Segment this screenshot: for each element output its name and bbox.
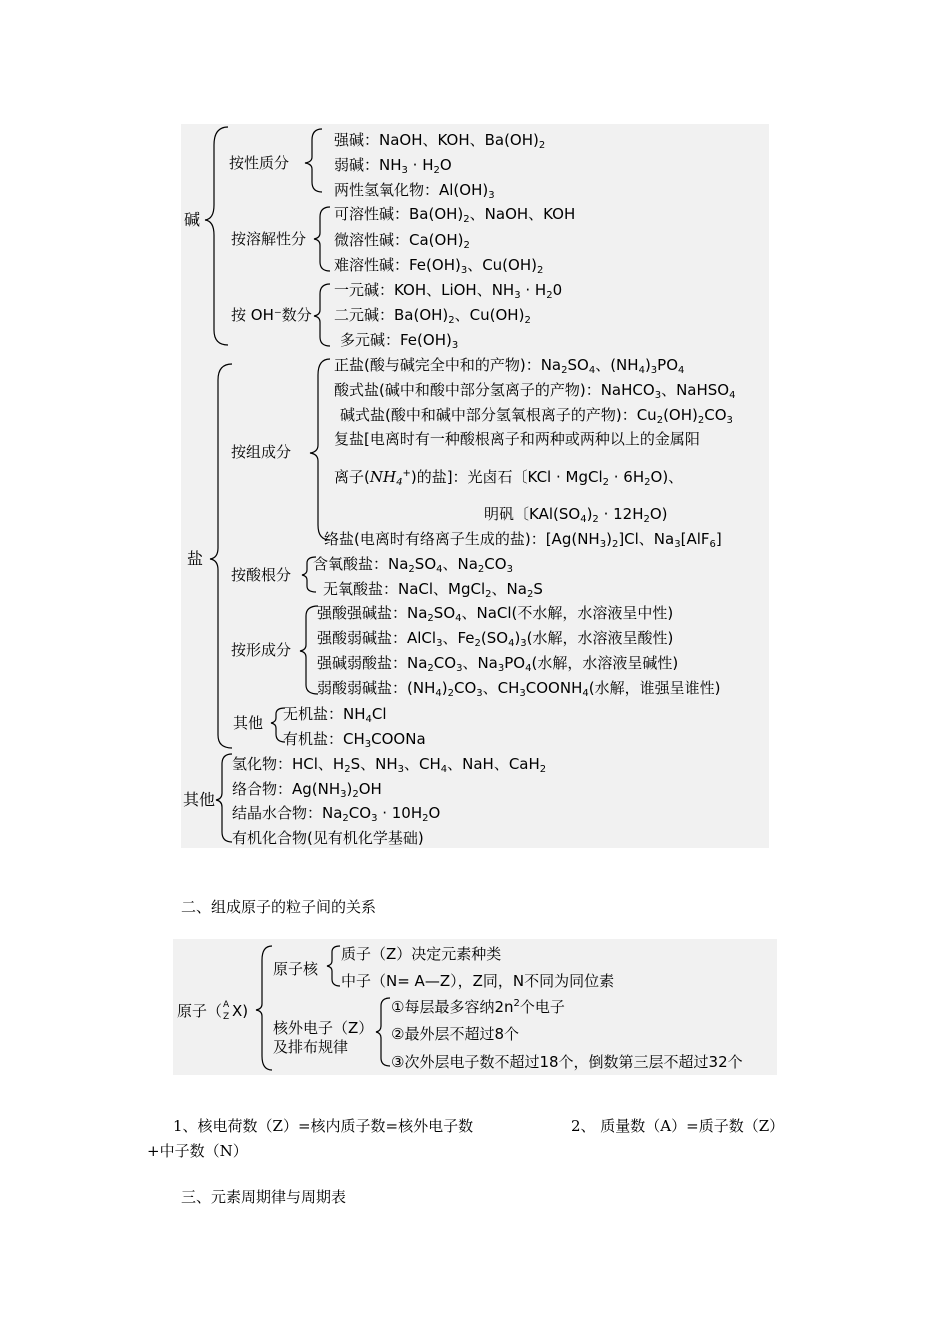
base-group-label: 按性质分 xyxy=(229,154,290,172)
electron-rule: ①每层最多容纳$2n^2$个电子 xyxy=(391,998,565,1016)
base-root-label: 碱 xyxy=(184,210,201,229)
salt-item: 强酸强碱盐：$Na_2SO_4$、NaCl(不水解，水溶液呈中性) xyxy=(317,604,674,624)
base-item: 难溶性碱：$Fe(OH)_3$、$Cu(OH)_2$ xyxy=(334,256,544,276)
atom-label: 原子（ A Z X) xyxy=(177,1000,249,1022)
neutron-line: 中子（N= A—Z），Z同，N不同为同位素 xyxy=(341,972,615,990)
salt-group-label: 其他 xyxy=(233,714,264,732)
section-heading: 二、组成原子的粒子间的关系 xyxy=(181,898,377,916)
base-item: 一元碱：KOH、LiOH、$NH_3 \cdot H_20$ xyxy=(334,281,563,301)
electron-rule: ③次外层电子数不超过18个，倒数第三层不超过32个 xyxy=(391,1053,743,1071)
formula-line: +中子数（N） xyxy=(147,1142,248,1160)
nucleus-brace xyxy=(327,946,340,986)
others-root-label: 其他 xyxy=(183,790,216,809)
base-group-label: 按溶解性分 xyxy=(231,230,307,248)
salt-item: 无氧酸盐：NaCl、MgCl$_2$、$Na_2S$ xyxy=(323,580,543,600)
others-item: 有机化合物(见有机化学基础) xyxy=(232,829,424,847)
nucleus-label: 原子核 xyxy=(273,960,319,978)
base-item: 二元碱：$Ba(OH)_2$、$Cu(OH)_2$ xyxy=(334,306,531,326)
salt-item: 强酸弱碱盐：AlCl$_3$、$Fe_2(SO_4)_3$(水解，水溶液呈酸性) xyxy=(317,629,674,649)
electron-rules-brace xyxy=(376,998,390,1066)
salt-composition-brace xyxy=(310,359,330,540)
salt-item: 酸式盐(碱中和酸中部分氢离子的产物)：NaHCO$_3$、NaHSO$_4$ xyxy=(334,381,736,401)
section-heading: 三、元素周期律与周期表 xyxy=(181,1188,347,1206)
salt-item: 强碱弱酸盐：$Na_2CO_3$、$Na_3PO_4$(水解，水溶液呈碱性) xyxy=(317,654,679,674)
formula-line: 2、 质量数（A）=质子数（Z） xyxy=(571,1117,785,1135)
base-item: 可溶性碱：$Ba(OH)_2$、NaOH、KOH xyxy=(334,205,576,225)
base-item: 弱碱：$NH_3 \cdot H_2O$ xyxy=(334,156,452,176)
salt-item: 含氧酸盐：$Na_2SO_4$、$Na_2CO_3$ xyxy=(313,555,513,575)
base-group-label: 按 OH⁻数分 xyxy=(231,306,312,324)
others-item: 结晶水合物：$Na_2CO_3 \cdot 10H_2O$ xyxy=(232,804,441,824)
salt-item: 正盐(酸与碱完全中和的产物)：$Na_2SO_4$、$(NH_4)_3PO_4$ xyxy=(334,356,685,376)
base-item: 多元碱：$Fe(OH)_3$ xyxy=(340,331,459,351)
base-main-brace xyxy=(205,127,228,345)
base-item: 微溶性碱：$Ca(OH)_2$ xyxy=(334,231,470,251)
salt-root-label: 盐 xyxy=(187,549,204,568)
proton-line: 质子（Z）决定元素种类 xyxy=(341,945,502,963)
salt-item: 络盐(电离时有络离子生成的盐)：$[Ag(NH_3)_2]Cl$、$Na_3[AlF_6]$ xyxy=(324,530,722,550)
electrons-label: 核外电子（Z） xyxy=(273,1019,374,1037)
atom-brace xyxy=(256,946,272,1070)
salt-item: 碱式盐(酸中和碱中部分氢氧根离子的产物)：$Cu_2(OH)_2CO_3$ xyxy=(340,406,733,426)
others-brace xyxy=(216,754,232,842)
others-item: 氢化物：HCl、$H_2S$、$NH_3$、$CH_4$、NaH、CaH$_2$ xyxy=(232,755,547,775)
base-solubility-brace xyxy=(314,207,330,271)
salt-group-label: 按组成分 xyxy=(231,443,292,461)
salt-item: 明矾〔$KAl(SO_4)_2 \cdot 12H_2O$) xyxy=(484,505,668,525)
base-item: 两性氢氧化物：$Al(OH)_3$ xyxy=(334,181,495,201)
salt-item: 弱酸弱碱盐：$(NH_4)_2CO_3$、$CH_3COONH_4$(水解，谁强呈谁性) xyxy=(317,679,721,699)
salt-formation-brace xyxy=(300,606,318,694)
salt-item: 无机盐：$NH_4Cl$ xyxy=(283,705,387,725)
salt-item: 离子$(NH_4^+)$的盐]：光卤石〔KCl · MgCl$_2$ · $6H_2O$)、 xyxy=(334,468,684,488)
formula-line: 1、核电荷数（Z）=核内质子数=核外电子数 xyxy=(173,1117,474,1135)
base-item: 强碱：NaOH、KOH、$Ba(OH)_2$ xyxy=(334,131,546,151)
salt-group-label: 按形成分 xyxy=(231,641,292,659)
salt-group-label: 按酸根分 xyxy=(231,566,292,584)
salt-main-brace xyxy=(210,364,232,748)
electron-rule: ②最外层不超过8个 xyxy=(391,1025,519,1043)
salt-item: 复盐[电离时有一种酸根离子和两种或两种以上的金属阳 xyxy=(334,430,700,448)
others-item: 络合物：$Ag(NH_3)_2OH$ xyxy=(232,780,382,800)
salt-item: 有机盐：$CH_3COONa$ xyxy=(283,730,426,750)
electrons-label: 及排布规律 xyxy=(273,1038,349,1056)
base-property-brace xyxy=(305,129,322,192)
base-oh-brace xyxy=(314,284,330,346)
